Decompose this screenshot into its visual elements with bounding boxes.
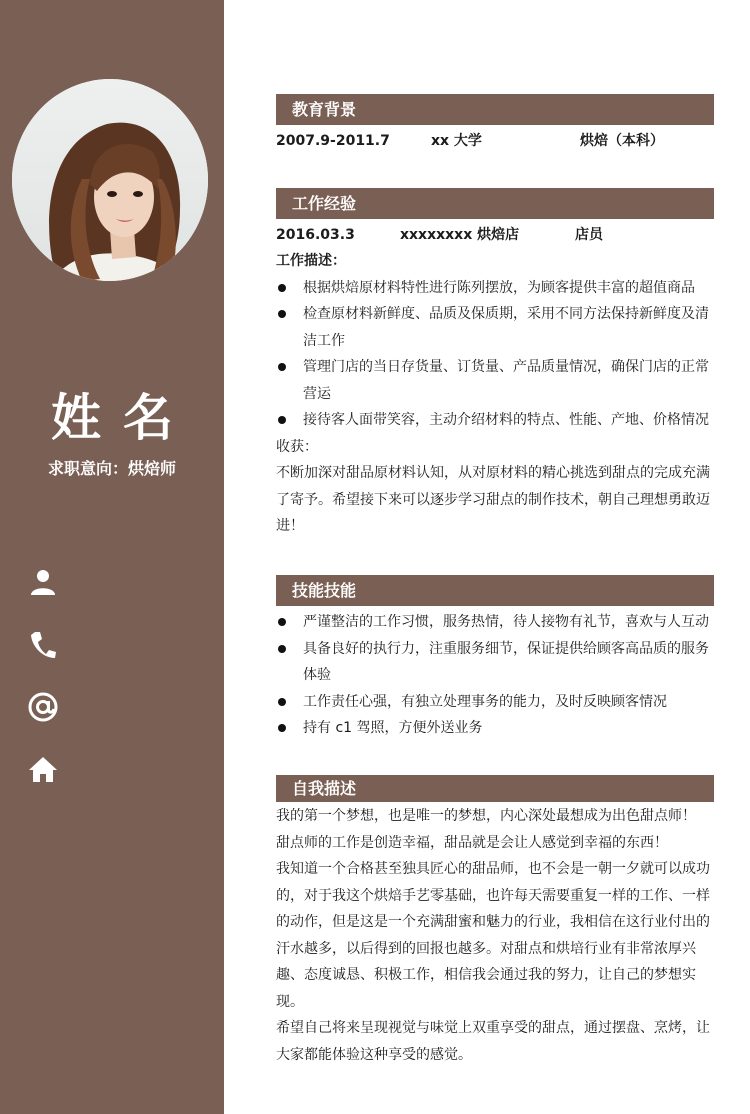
education-period: 2007.9-2011.7 — [276, 133, 390, 149]
work-gain-label: 收获： — [276, 438, 318, 455]
list-item — [276, 609, 714, 636]
duty-text: 检查原材料新鲜度、品质及保质期，采用不同方法保持新鲜度及清洁工作 — [303, 306, 709, 349]
list-item — [276, 354, 714, 407]
work-row — [276, 222, 714, 248]
sidebar — [0, 0, 224, 1114]
list-item — [276, 275, 714, 302]
skill-text: 严谨整洁的工作习惯，服务热情，待人接物有礼节，喜欢与人互动 — [303, 614, 709, 630]
bullet-icon — [278, 698, 286, 706]
section-header — [276, 94, 714, 125]
email-at-icon — [26, 690, 60, 724]
bullet-icon — [278, 284, 286, 292]
work-section — [276, 188, 714, 540]
education-school: xx 大学 — [431, 133, 482, 149]
work-duties-list — [276, 275, 714, 434]
education-section — [276, 94, 714, 154]
duty-text: 接待客人面带笑容，主动介绍材料的特点、性能、产地、价格情况 — [303, 412, 709, 428]
work-role: 店员 — [575, 227, 603, 243]
skills-list — [276, 609, 714, 742]
skills-section — [276, 575, 714, 742]
section-title: 工作经验 — [292, 194, 357, 213]
bullet-icon — [278, 363, 286, 371]
self-paragraph: 希望自己将来呈现视觉与味觉上双重享受的甜点，通过摆盘、烹烤，让大家都能体验这种享受的感觉。 — [276, 1020, 710, 1063]
education-major: 烘焙（本科） — [580, 133, 664, 149]
list-item — [276, 407, 714, 434]
section-header — [276, 188, 714, 219]
skill-text: 具备良好的执行力，注重服务细节，保证提供给顾客高品质的服务体验 — [303, 640, 709, 683]
list-item — [276, 715, 714, 742]
list-item — [276, 689, 714, 716]
self-paragraph: 我的第一个梦想，也是唯一的梦想，内心深处最想成为出色甜点师！ — [276, 808, 696, 824]
person-icon — [26, 565, 60, 599]
work-desc-label: 工作描述： — [276, 253, 346, 269]
work-gain-text: 不断加深对甜品原材料认知，从对原材料的精心挑选到甜点的完成充满了寄予。希望接下来可以逐步学习甜点的制作技术，朝自己理想勇敢迈进！ — [276, 465, 710, 534]
duty-text: 管理门店的当日存货量、订货量、产品质量情况，确保门店的正常营运 — [303, 359, 709, 402]
work-date: 2016.03.3 — [276, 227, 355, 243]
candidate-name: 姓名 — [51, 389, 195, 447]
bullet-icon — [278, 310, 286, 318]
skill-text: 工作责任心强，有独立处理事务的能力，及时反映顾客情况 — [303, 693, 667, 710]
bullet-icon — [278, 645, 286, 653]
job-objective: 求职意向：烘焙师 — [47, 459, 176, 478]
self-section — [276, 775, 714, 1068]
profile-photo — [12, 79, 208, 281]
self-paragraph: 甜点师的工作是创造幸福，甜品就是会让人感觉到幸福的东西！ — [276, 834, 668, 851]
list-item — [276, 636, 714, 689]
section-title: 教育背景 — [292, 100, 357, 119]
skill-text: 持有 c1 驾照，方便外送业务 — [303, 720, 483, 736]
education-row — [276, 128, 714, 154]
bullet-icon — [278, 618, 286, 626]
section-title: 自我描述 — [292, 779, 357, 798]
work-company: xxxxxxxx 烘焙店 — [400, 227, 520, 243]
section-header — [276, 575, 714, 606]
list-item — [276, 301, 714, 354]
bullet-icon — [278, 416, 286, 424]
section-title: 技能技能 — [292, 581, 357, 600]
home-icon — [26, 752, 60, 786]
section-header — [276, 775, 714, 802]
phone-icon — [26, 628, 60, 662]
self-paragraph: 我知道一个合格甚至独具匠心的甜品师，也不会是一朝一夕就可以成功的，对于我这个烘焙手艺零基础，也许每天需要重复一样的工作、一样的动作，但是这是一个充满甜蜜和魅力的行业，我相信在这行业付出的汗水越多，以后得到的回报也越多。对甜点和烘培行业有非常浓厚兴趣、态度诚恳、积极工作，相信我会通过我的努力，让自己的梦想实现。 — [276, 861, 710, 1010]
duty-text: 根据烘焙原材料特性进行陈列摆放，为顾客提供丰富的超值商品 — [303, 279, 695, 296]
bullet-icon — [278, 724, 286, 732]
